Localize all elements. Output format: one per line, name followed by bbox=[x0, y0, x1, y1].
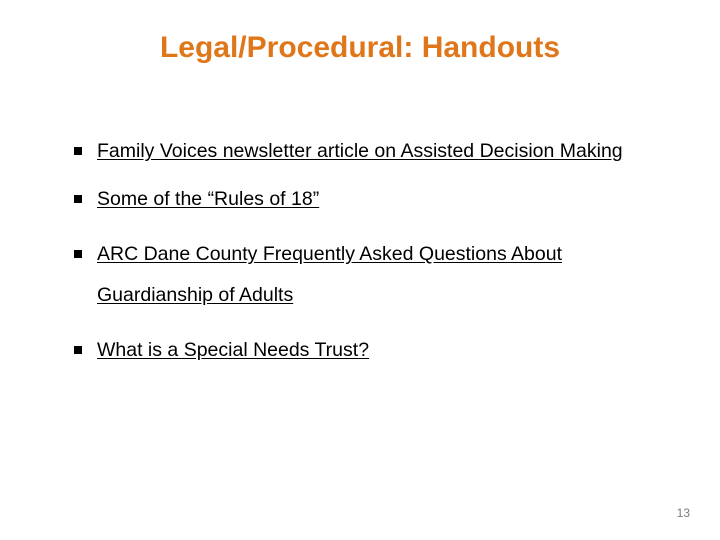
handouts-list bbox=[74, 138, 654, 364]
list-item bbox=[74, 337, 654, 364]
list-item bbox=[74, 234, 654, 316]
handout-link-guardianship-faq[interactable]: ARC Dane County Frequently Asked Questions About Guardianship of Adults bbox=[97, 243, 563, 306]
list-item bbox=[74, 138, 654, 165]
list-item bbox=[74, 186, 654, 213]
square-bullet-icon bbox=[74, 250, 82, 258]
handout-link-special-needs-trust[interactable]: What is a Special Needs Trust? bbox=[97, 339, 370, 361]
square-bullet-icon bbox=[74, 346, 82, 354]
handout-link-rules-of-18[interactable]: Some of the “Rules of 18” bbox=[97, 188, 320, 210]
page-number: 13 bbox=[676, 506, 690, 520]
slide-title: Legal/Procedural: Handouts bbox=[159, 31, 561, 64]
square-bullet-icon bbox=[74, 195, 82, 203]
square-bullet-icon bbox=[74, 147, 82, 155]
handout-link-assisted-decision-making[interactable]: Family Voices newsletter article on Assisted Decision Making bbox=[97, 140, 623, 162]
